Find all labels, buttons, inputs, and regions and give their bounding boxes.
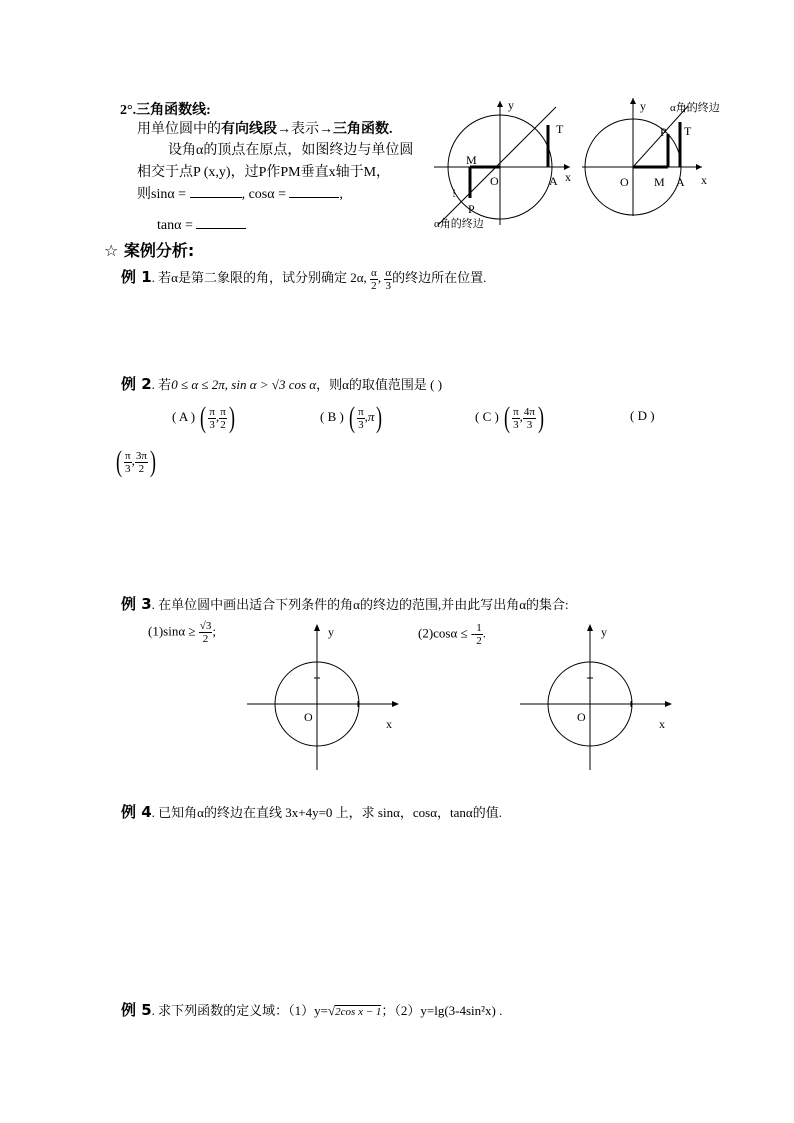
example-3 [121, 593, 569, 614]
left-paren: ( [200, 401, 207, 434]
example-4-text: . 已知角α的终边在直线 3x+4y=0 上，求 sinα，cosα，tanα的值. [151, 805, 502, 820]
right-paren: ) [376, 401, 383, 434]
x-axis-arrow [392, 701, 399, 707]
y-axis-arrow [314, 624, 320, 631]
section-heading: 2°.三角函数线: [120, 103, 211, 118]
fraction [219, 406, 227, 431]
left-paren: ( [349, 401, 356, 434]
option-c-label: ( C ) [475, 408, 499, 424]
unit-circle-figure-right [580, 92, 740, 218]
definition-line-5 [157, 216, 246, 234]
punctuation: . [482, 625, 487, 641]
unit-circle-figure-left [428, 95, 580, 235]
tick-mark-label: ! [452, 186, 456, 200]
example-1-text-end: 的终边所在位置. [392, 270, 487, 285]
example-2-question: ，则α的取值范围是 ( ) [316, 377, 443, 392]
fraction-numerator: α [371, 266, 377, 279]
fraction-sqrt3-over-2 [199, 620, 213, 645]
fraction-denominator: 3 [385, 279, 391, 292]
right-paren: ) [228, 401, 235, 434]
separator: , [377, 270, 382, 285]
fraction-alpha-over-3 [384, 267, 392, 292]
point-A-label: A [676, 175, 685, 189]
x-axis-label: x [701, 173, 707, 187]
fraction-numerator: π [220, 405, 226, 418]
y-axis-label: y [508, 98, 514, 112]
x-axis-label: x [659, 717, 665, 731]
fraction [523, 406, 536, 431]
point-M-label: M [466, 153, 477, 167]
point-M-label: M [654, 175, 665, 189]
fraction-denominator: 3 [513, 418, 519, 431]
sin-label: 则sinα = [137, 187, 187, 202]
bold-term-trig-function: 三角函数. [333, 122, 393, 137]
option-b-label: ( B ) [320, 408, 344, 424]
bold-term-directed-segment: 有向线段 [221, 122, 277, 137]
y-axis-arrow [587, 624, 593, 631]
fraction [512, 406, 520, 431]
fraction [124, 450, 132, 475]
example-2-text: . 若 [151, 377, 172, 392]
example-2-condition: 0 ≤ α ≤ 2π, sin α > √3 cos α [171, 377, 317, 392]
fraction-denominator: 2 [220, 418, 226, 431]
terminal-side-caption: α角的终边 [670, 102, 720, 114]
point-A-label: A [549, 174, 558, 188]
fraction-denominator: 2 [476, 635, 482, 647]
point-T-label: T [556, 122, 564, 136]
example-1-text: . 若α是第二象限的角，试分别确定 2α, [151, 270, 367, 285]
point-P-label: P [660, 125, 667, 139]
terminal-side-caption: α角的终边 [434, 218, 484, 230]
fraction-numerator: √3 [199, 620, 212, 632]
left-paren: ( [504, 401, 511, 434]
text-fragment: →表示→ [277, 122, 333, 137]
x-axis-arrow [665, 701, 672, 707]
cos-label: cosα = [248, 187, 286, 202]
upper-bound: π [367, 408, 375, 424]
text-fragment: 用单位圆中的 [137, 122, 221, 137]
fraction [208, 406, 216, 431]
cos-answer-blank[interactable] [289, 185, 339, 198]
example-3-text: . 在单位圆中画出适合下列条件的角α的终边的范围,并由此写出角α的集合: [151, 597, 569, 612]
example-4-label: 例 4 [121, 803, 152, 821]
option-a-label: ( A ) [172, 408, 196, 424]
origin-label: O [304, 710, 313, 724]
sqrt-radicand: 2cos x − 1 [335, 1006, 382, 1018]
example-3-part-1 [148, 620, 216, 645]
origin-label: O [577, 710, 586, 724]
y-axis-arrow [630, 98, 636, 104]
fraction-alpha-over-2 [370, 267, 378, 292]
option-b[interactable]: ( B ) ( $\frac{\pi}{3}$ ,π) [320, 401, 383, 434]
example-3-label: 例 3 [121, 595, 152, 613]
punctuation: ; [212, 623, 216, 639]
fraction-numerator: π [513, 405, 519, 418]
fraction-numerator: 3π [135, 449, 147, 462]
tan-label: tanα = [157, 218, 193, 233]
definition-line-4: 则sinα = , cosα = , [137, 187, 343, 202]
fraction-denominator: 3 [358, 418, 364, 431]
sin-answer-blank[interactable] [190, 185, 242, 198]
y-axis-label: y [328, 625, 334, 639]
fraction-denominator: 3 [125, 462, 131, 475]
case-analysis-heading: ☆ 案例分析: [104, 241, 195, 260]
tan-answer-blank[interactable] [196, 216, 246, 229]
left-paren: ( [116, 445, 122, 478]
point-P-label: P [468, 202, 475, 216]
fraction-numerator: α [385, 266, 392, 279]
origin-label: O [620, 175, 629, 189]
y-axis-label: y [601, 625, 607, 639]
example-5-text: . 求下列函数的定义域：（1）y= [151, 1003, 329, 1018]
example-5-text-end: ；（2）y=lg(3-4sin²x) . [381, 1003, 503, 1018]
fraction-denominator: 3 [526, 418, 533, 431]
example-4 [121, 801, 502, 822]
fraction-numerator: 4π [523, 405, 535, 418]
fraction-denominator: 2 [202, 633, 209, 645]
condition-text: (1)sinα ≥ [148, 623, 196, 639]
option-a[interactable]: ( A ) ( $\frac{\pi}{3}$ , $\frac{\pi}{2}$ ) [172, 401, 235, 434]
example-1-label: 例 1 [121, 268, 152, 286]
example-5 [121, 999, 502, 1020]
example-2 [121, 373, 442, 394]
blank-unit-circle-2[interactable] [516, 620, 676, 775]
definition-line-2: 设角α的顶点在原点，如图终边与单位圆 [168, 143, 414, 158]
example-1 [121, 266, 486, 292]
sqrt-symbol: √ [328, 1003, 336, 1018]
fraction-denominator: 3 [209, 418, 215, 431]
fraction-numerator: 1 [476, 622, 482, 634]
option-d-value[interactable]: ( $\frac{\pi}{3}$ , $\frac{3\pi}{2}$ ) [116, 445, 156, 478]
fraction-numerator: π [209, 405, 215, 418]
fraction-1-over-2 [475, 622, 483, 647]
x-axis-arrow [696, 164, 702, 170]
x-axis-label: x [386, 717, 392, 731]
right-paren: ) [537, 401, 544, 434]
option-c[interactable]: ( C ) ( $\frac{\pi}{3}$ , $\frac{4\pi}{3}$ ) [475, 401, 544, 434]
option-d-label[interactable]: ( D ) [630, 408, 655, 423]
example-5-label: 例 5 [121, 1001, 152, 1019]
fraction-denominator: 2 [371, 279, 377, 292]
y-axis-label: y [640, 99, 646, 113]
example-3-part-2 [418, 622, 486, 647]
definition-line-3: 相交于点P (x,y)，过P作PM垂直x轴于M， [137, 165, 391, 180]
x-axis-label: x [565, 170, 571, 184]
y-axis-arrow [497, 101, 503, 107]
right-paren: ) [149, 445, 156, 478]
origin-label: O [490, 174, 499, 188]
fraction [357, 406, 365, 431]
fraction-numerator: π [125, 449, 131, 462]
fraction-denominator: 2 [138, 462, 145, 475]
blank-unit-circle-1[interactable] [243, 620, 403, 775]
condition-text: (2)cosα ≤ - [418, 625, 476, 641]
fraction-numerator: π [358, 405, 364, 418]
fraction [135, 450, 148, 475]
example-2-label: 例 2 [121, 375, 152, 393]
point-T-label: T [684, 124, 692, 138]
definition-line-1 [137, 118, 393, 138]
